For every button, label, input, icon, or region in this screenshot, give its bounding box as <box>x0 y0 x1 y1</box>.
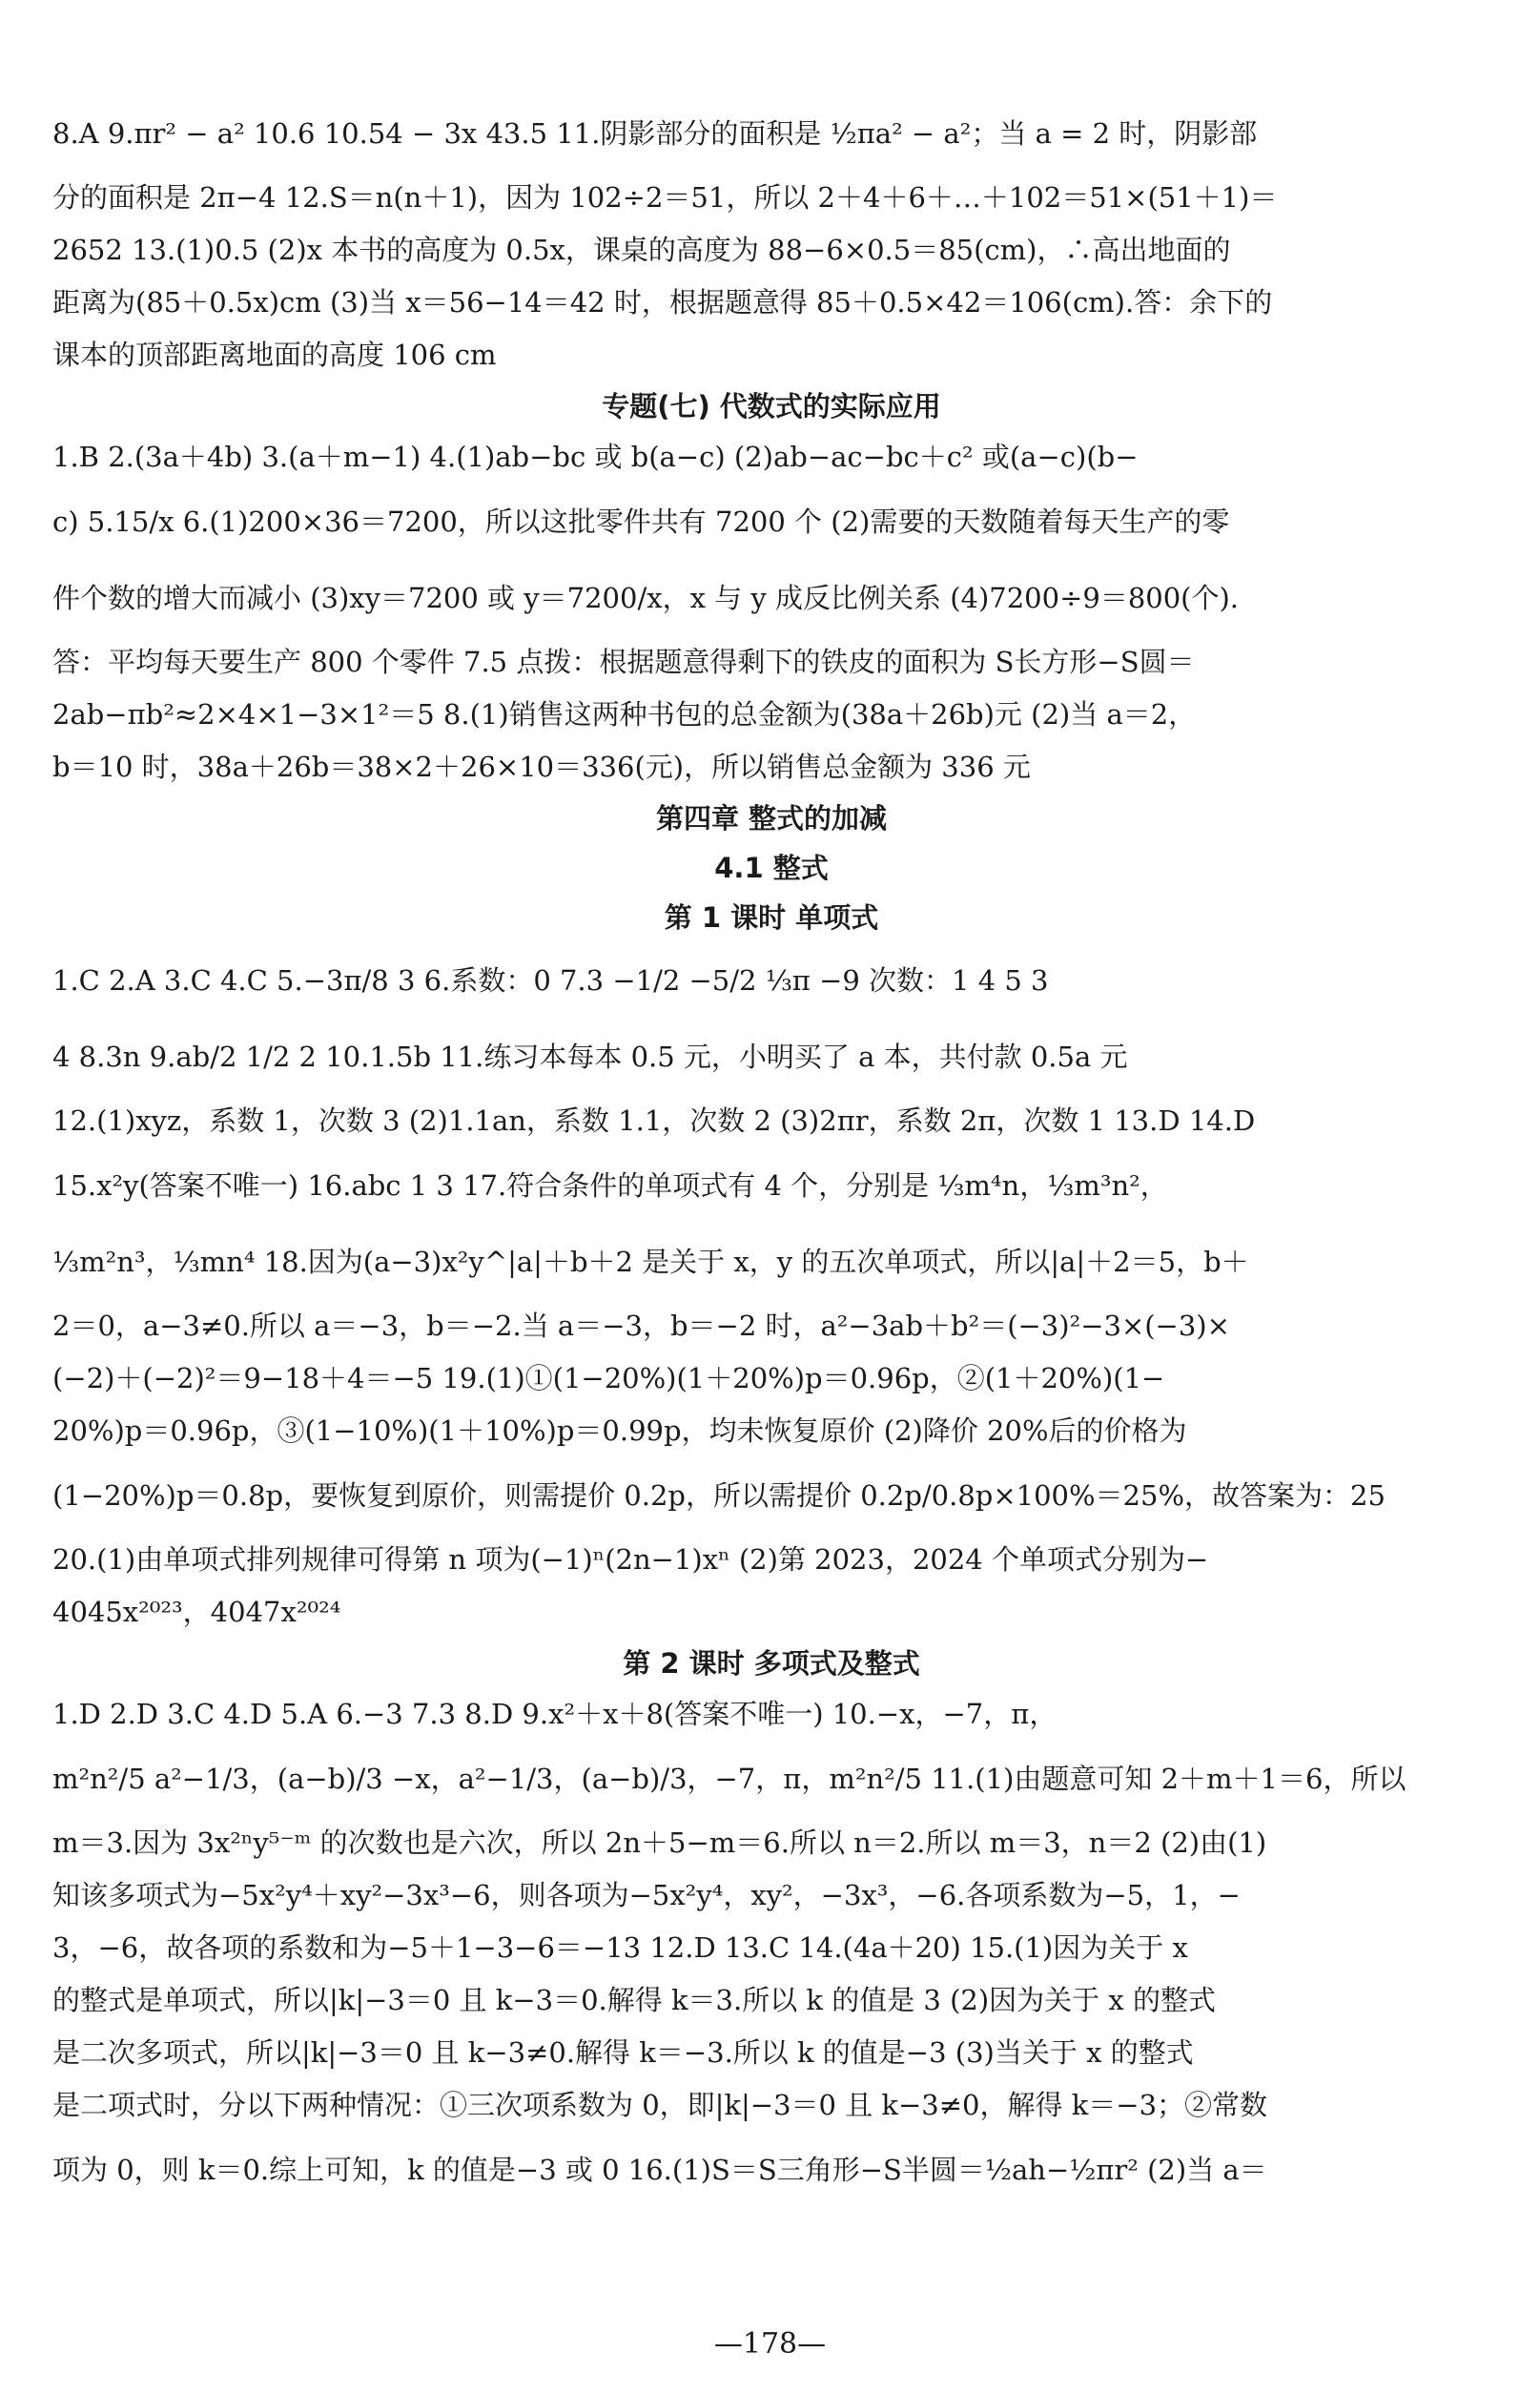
answer-line: 件个数的增大而减小 (3)xy＝7200 或 y＝7200/x，x 与 y 成反比例关系 (4)7200÷9＝800(个). <box>52 582 1240 614</box>
answer-line: b＝10 时，38a＋26b＝38×2＋26×10＝336(元)，所以销售总金额为 336 元 <box>52 751 1031 783</box>
section-heading: 第四章 整式的加减 <box>655 802 888 835</box>
section-heading: 4.1 整式 <box>714 852 829 884</box>
answer-line: 4045x²⁰²³，4047x²⁰²⁴ <box>52 1596 341 1628</box>
answer-line: 距离为(85＋0.5x)cm (3)当 x＝56−14＝42 时，根据题意得 85＋0.5×42＝106(cm).答：余下的 <box>52 286 1273 319</box>
answer-line: 1.D 2.D 3.C 4.D 5.A 6.−3 7.3 8.D 9.x²＋x＋8(答案不唯一) 10.−x，−7，π， <box>52 1698 1057 1730</box>
answer-line: 8.A 9.πr² − a² 10.6 10.54 − 3x 43.5 11.阴影部分的面积是 ½πa² − a²；当 a = 2 时，阴影部 <box>52 117 1258 150</box>
answer-line: 2＝0，a−3≠0.所以 a＝−3，b＝−2.当 a＝−3，b＝−2 时，a²−3ab＋b²＝(−3)²−3×(−3)× <box>52 1310 1230 1342</box>
answer-line: 是二次多项式，所以|k|−3＝0 且 k−3≠0.解得 k＝−3.所以 k 的值是−3 (3)当关于 x 的整式 <box>52 2036 1194 2069</box>
answer-line: 项为 0，则 k＝0.综上可知，k 的值是−3 或 0 16.(1)S＝S三角形−S半圆＝½ah−½πr² (2)当 a＝ <box>52 2154 1267 2186</box>
answer-line: 1.B 2.(3a＋4b) 3.(a＋m−1) 4.(1)ab−bc 或 b(a−c) (2)ab−ac−bc＋c² 或(a−c)(b− <box>52 441 1139 473</box>
answer-line: 是二项式时，分以下两种情况：①三次项系数为 0，即|k|−3＝0 且 k−3≠0，解得 k＝−3；②常数 <box>52 2089 1268 2121</box>
answer-line: 1.C 2.A 3.C 4.C 5.−3π/8 3 6.系数：0 7.3 −1/2 −5/2 ⅓π −9 次数：1 4 5 3 <box>52 964 1049 997</box>
section-heading: 专题(七) 代数式的实际应用 <box>602 390 941 423</box>
answer-line: 知该多项式为−5x²y⁴＋xy²−3x³−6，则各项为−5x²y⁴，xy²，−3x³，−6.各项系数为−5，1，− <box>52 1879 1241 1911</box>
answer-text-body <box>52 95 1490 2208</box>
answer-line: 4 8.3n 9.ab/2 1/2 2 10.1.5b 11.练习本每本 0.5 元，小明买了 a 本，共付款 0.5a 元 <box>52 1041 1128 1073</box>
answer-line: 的整式是单项式，所以|k|−3＝0 且 k−3＝0.解得 k＝3.所以 k 的值是 3 (2)因为关于 x 的整式 <box>52 1984 1216 2016</box>
answer-line: 12.(1)xyz，系数 1，次数 3 (2)1.1an，系数 1.1，次数 2 (3)2πr，系数 2π，次数 1 13.D 14.D <box>52 1104 1256 1137</box>
answer-line: 2ab−πb²≈2×4×1−3×1²＝5 8.(1)销售这两种书包的总金额为(38a＋26b)元 (2)当 a＝2， <box>52 698 1197 731</box>
answer-line: m²n²/5 a²−1/3，(a−b)/3 −x，a²−1/3，(a−b)/3，−7，π，m²n²/5 11.(1)由题意可知 2＋m＋1＝6，所以 <box>52 1763 1407 1795</box>
answer-line: 2652 13.(1)0.5 (2)x 本书的高度为 0.5x，课桌的高度为 88−6×0.5＝85(cm)，∴高出地面的 <box>52 234 1231 266</box>
answer-line: ⅓m²n³，⅓mn⁴ 18.因为(a−3)x²y^|a|＋b＋2 是关于 x，y 的五次单项式，所以|a|＋2＝5，b＋ <box>52 1246 1249 1278</box>
answer-line: 20%)p＝0.96p，③(1−10%)(1＋10%)p＝0.99p，均未恢复原价 (2)降价 20%后的价格为 <box>52 1414 1187 1447</box>
answer-line: 课本的顶部距离地面的高度 106 cm <box>52 339 497 371</box>
answer-line: 答：平均每天要生产 800 个零件 7.5 点拨：根据题意得剩下的铁皮的面积为 S长方形−S圆＝ <box>52 646 1195 678</box>
answer-line: 3，−6，故各项的系数和为−5＋1−3−6＝−13 12.D 13.C 14.(4a＋20) 15.(1)因为关于 x <box>52 1931 1188 1964</box>
answer-line: 分的面积是 2π−4 12.S＝n(n＋1)，因为 102÷2＝51，所以 2＋4＋6＋…＋102＝51×(51＋1)＝ <box>52 181 1278 214</box>
answer-line: m＝3.因为 3x²ⁿy⁵⁻ᵐ 的次数也是六次，所以 2n＋5−m＝6.所以 n＝2.所以 m＝3，n＝2 (2)由(1) <box>52 1826 1267 1859</box>
answer-line: (1−20%)p＝0.8p，要恢复到原价，则需提价 0.2p，所以需提价 0.2p/0.8p×100%＝25%，故答案为：25 <box>52 1479 1386 1512</box>
section-heading: 第 2 课时 多项式及整式 <box>623 1647 920 1680</box>
answer-line: (−2)＋(−2)²＝9−18＋4＝−5 19.(1)①(1−20%)(1＋20%)p＝0.96p，②(1＋20%)(1− <box>52 1362 1165 1394</box>
section-heading: 第 1 课时 单项式 <box>664 901 879 934</box>
answer-line: 15.x²y(答案不唯一) 16.abc 1 3 17.符合条件的单项式有 4 个，分别是 ⅓m⁴n，⅓m³n²， <box>52 1169 1168 1202</box>
page-number: —178— <box>713 2327 827 2361</box>
answer-line: c) 5.15/x 6.(1)200×36＝7200，所以这批零件共有 7200 个 (2)需要的天数随着每天生产的零 <box>52 506 1230 538</box>
answer-line: 20.(1)由单项式排列规律可得第 n 项为(−1)ⁿ(2n−1)xⁿ (2)第 2023，2024 个单项式分别为− <box>52 1543 1209 1576</box>
